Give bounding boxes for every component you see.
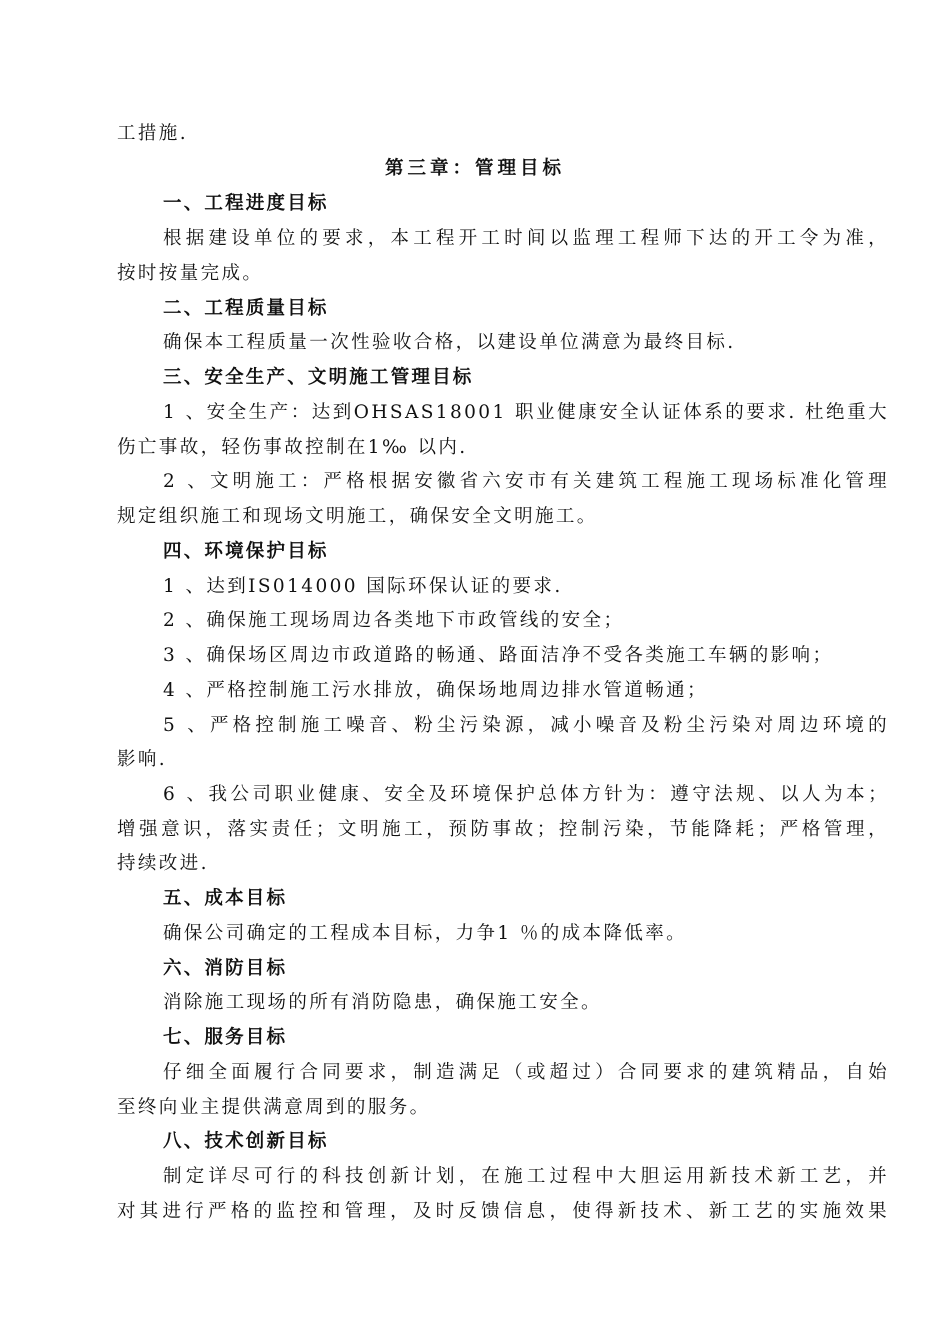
paragraph-line: 2 、文明施工：严格根据安徽省六安市有关建筑工程施工现场标准化管理 [163, 471, 889, 492]
paragraph-line: 伤亡事故，轻伤事故控制在1‰ 以内. [117, 437, 468, 458]
section-heading-service: 七、服务目标 [163, 1027, 288, 1048]
paragraph-line: 2 、确保施工现场周边各类地下市政管线的安全； [163, 610, 625, 631]
paragraph-line: 至终向业主提供满意周到的服务。 [117, 1097, 431, 1118]
section-heading-cost: 五、成本目标 [163, 888, 288, 909]
paragraph-line: 3 、确保场区周边市政道路的畅通、路面洁净不受各类施工车辆的影响； [163, 645, 834, 666]
continued-text-line: 工措施. [117, 123, 188, 144]
paragraph-line: 根据建设单位的要求，本工程开工时间以监理工程师下达的开工令为准， [163, 228, 889, 249]
paragraph-line: 6 、我公司职业健康、安全及环境保护总体方针为：遵守法规、以人为本； [163, 784, 889, 805]
paragraph-line: 按时按量完成。 [117, 263, 264, 284]
section-heading-quality: 二、工程质量目标 [163, 298, 329, 319]
chapter-title: 第三章：管理目标 [384, 158, 565, 179]
paragraph-line: 确保公司确定的工程成本目标，力争1 ％的成本降低率。 [163, 923, 688, 944]
paragraph-line: 4 、严格控制施工污水排放，确保场地周边排水管道畅通； [163, 680, 708, 701]
paragraph-line: 5 、严格控制施工噪音、粉尘污染源，减小噪音及粉尘污染对周边环境的 [163, 715, 889, 736]
section-heading-environment: 四、环境保护目标 [163, 541, 329, 562]
section-heading-innovation: 八、技术创新目标 [163, 1131, 329, 1152]
paragraph-line: 影响. [117, 749, 168, 770]
paragraph-line: 1 、安全生产：达到OHSAS18001 职业健康安全认证体系的要求. 杜绝重大 [163, 402, 889, 423]
section-heading-progress: 一、工程进度目标 [163, 193, 329, 214]
paragraph-line: 确保本工程质量一次性验收合格，以建设单位满意为最终目标. [163, 332, 736, 353]
paragraph-line: 规定组织施工和现场文明施工，确保安全文明施工。 [117, 506, 598, 527]
section-heading-fire: 六、消防目标 [163, 958, 288, 979]
paragraph-line: 制定详尽可行的科技创新计划，在施工过程中大胆运用新技术新工艺，并 [163, 1166, 889, 1187]
paragraph-line: 消除施工现场的所有消防隐患，确保施工安全。 [163, 992, 602, 1013]
paragraph-line: 仔细全面履行合同要求，制造满足（或超过）合同要求的建筑精品，自始 [163, 1062, 889, 1083]
paragraph-line: 1 、达到IS014000 国际环保认证的要求. [163, 576, 563, 597]
paragraph-line: 增强意识，落实责任；文明施工，预防事故；控制污染，节能降耗；严格管理， [117, 819, 889, 840]
paragraph-line: 持续改进. [117, 853, 209, 874]
section-heading-safety: 三、安全生产、文明施工管理目标 [163, 367, 474, 388]
paragraph-line: 对其进行严格的监控和管理，及时反馈信息，使得新技术、新工艺的实施效果 [117, 1201, 889, 1222]
